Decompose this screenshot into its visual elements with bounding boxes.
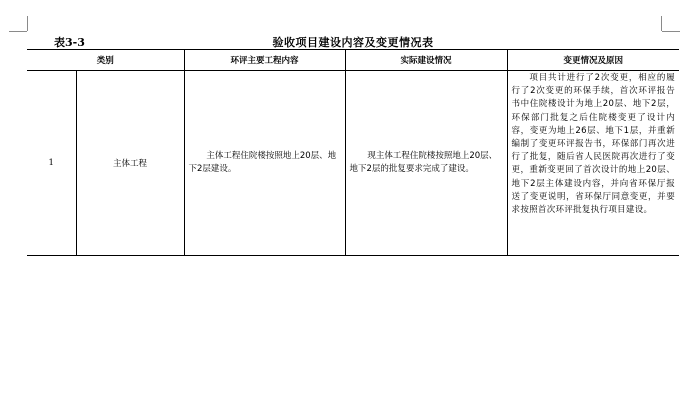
row-actual: 现主体工程住院楼按照地上20层、地下2层的批复要求完成了建设。 — [345, 71, 507, 256]
header-actual: 实际建设情况 — [345, 50, 507, 71]
crop-mark-left-horizontal — [9, 31, 27, 32]
table-row — [27, 71, 679, 256]
crop-mark-right-vertical — [661, 16, 662, 31]
table-caption — [27, 36, 679, 50]
crop-mark-right-horizontal — [662, 31, 680, 32]
header-row — [27, 50, 679, 71]
header-change: 变更情况及原因 — [507, 50, 679, 71]
crop-mark-left-vertical — [27, 16, 28, 31]
project-change-table — [27, 49, 679, 256]
row-change: 项目共计进行了2次变更，相应的履行了2次变更的环保手续，首次环评报告书中住院楼设计为地上20层、地下2层，环保部门批复之后住院楼变更了设计内容，变更为地上26层、地下1层，并重新编制了变更环评报告书，环保部门再次进行了批复，随后省人民医院再次进行了变更，重新变更回了首次设计的地上20层、地下2层主体建设内容，并向省环保厅报送了变更说明，省环保厅同意变更，并要求按照首次环评批复执行项目建设。 — [507, 71, 679, 256]
table-number: 表3-3 — [54, 36, 85, 49]
header-category: 类别 — [27, 50, 184, 71]
row-number: 1 — [27, 71, 76, 256]
header-eia-content: 环评主要工程内容 — [184, 50, 345, 71]
row-eia-content: 主体工程住院楼按照地上20层、地下2层建设。 — [184, 71, 345, 256]
table-title: 验收项目建设内容及变更情况表 — [272, 36, 434, 49]
row-category: 主体工程 — [76, 71, 184, 256]
